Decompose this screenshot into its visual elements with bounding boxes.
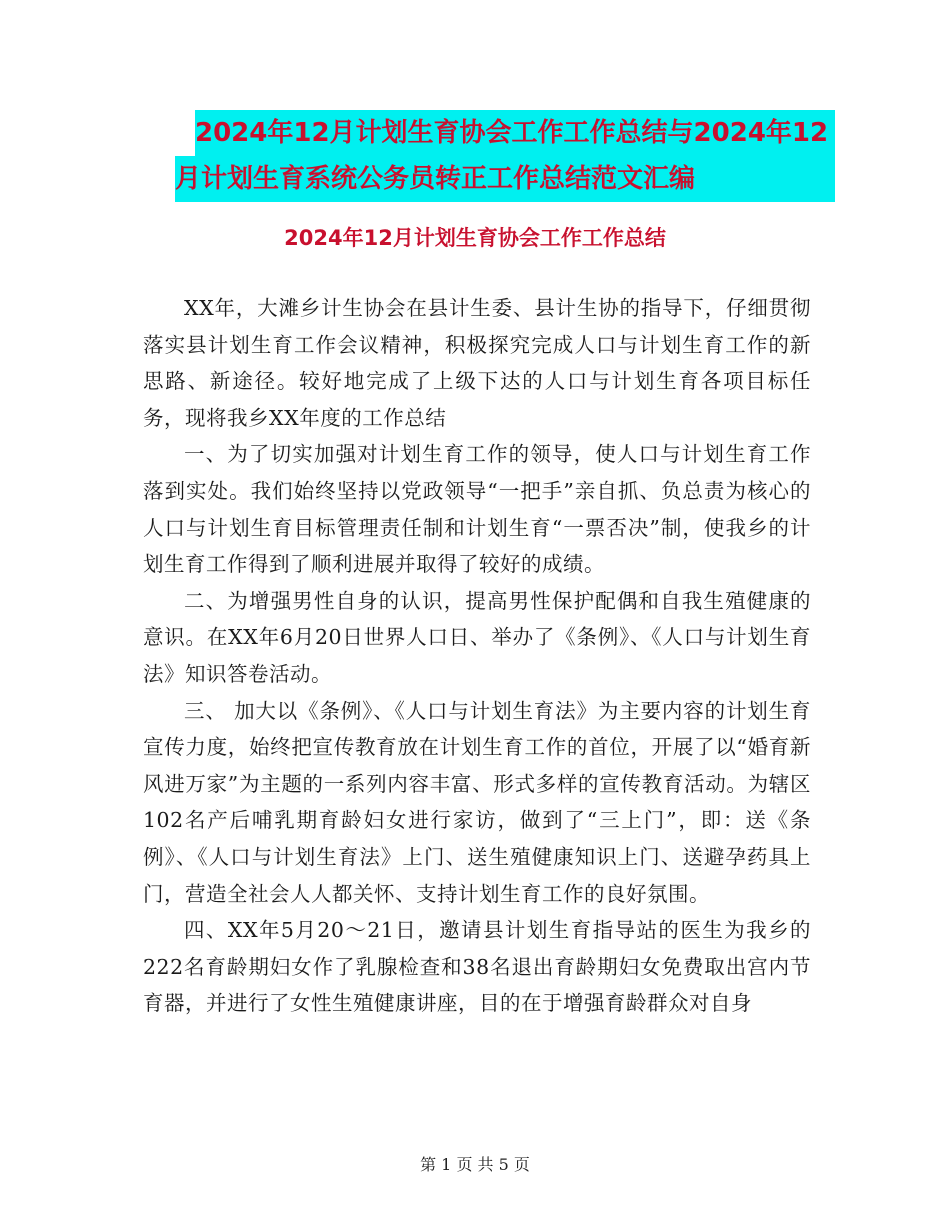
paragraph-1: 一、为了切实加强对计划生育工作的领导，使人口与计划生育工作落到实处。我们始终坚持以党政领导“一把手”亲自抓、负总责为核心的人口与计划生育目标管理责任制和计划生育“一票否决”制，使我乡的计划生育工作得到了顺利进展并取得了较好的成绩。	[143, 442, 811, 577]
paragraph-3: 三、 加大以《条例》、《人口与计划生育法》为主要内容的计划生育宣传力度，始终把宣传教育放在计划生育工作的首位，开展了以“婚育新风进万家”为主题的一系列内容丰富、形式多样的宣传教育活动。为辖区102名产后哺乳期育龄妇女进行家访，做到了“三上门”，即：送《条例》、《人口与计划生育法》上门、送生殖健康知识上门、送避孕药具上门，营造全社会人人都关怀、支持计划生育工作的良好氛围。	[143, 698, 811, 906]
paragraph-4: 四、XX年5月20～21日，邀请县计划生育指导站的医生为我乡的222名育龄期妇女作了乳腺检查和38名退出育龄期妇女免费取出宫内节育器，并进行了女性生殖健康讲座，目的在于增强育龄群众对自身	[143, 918, 811, 1016]
document-title-line-1: 2024年12月计划生育协会工作工作总结与2024年12	[195, 110, 835, 156]
document-title-line-2: 月计划生育系统公务员转正工作总结范文汇编	[175, 156, 835, 202]
document-body	[143, 290, 811, 1022]
section-title: 2024年12月计划生育协会工作工作总结	[284, 226, 666, 250]
paragraph-2: 二、为增强男性自身的认识，提高男性保护配偶和自我生殖健康的意识。在XX年6月20日世界人口日、举办了《条例》、《人口与计划生育法》知识答卷活动。	[143, 588, 811, 686]
paragraph-intro: XX年，大滩乡计生协会在县计生委、县计生协的指导下，仔细贯彻落实县计划生育工作会议精神，积极探究完成人口与计划生育工作的新思路、新途径。较好地完成了上级下达的人口与计划生育各项目标任务，现将我乡XX年度的工作总结	[143, 296, 811, 430]
page-footer: 第 1 页 共 5 页	[420, 1155, 530, 1174]
document-title	[175, 110, 835, 202]
